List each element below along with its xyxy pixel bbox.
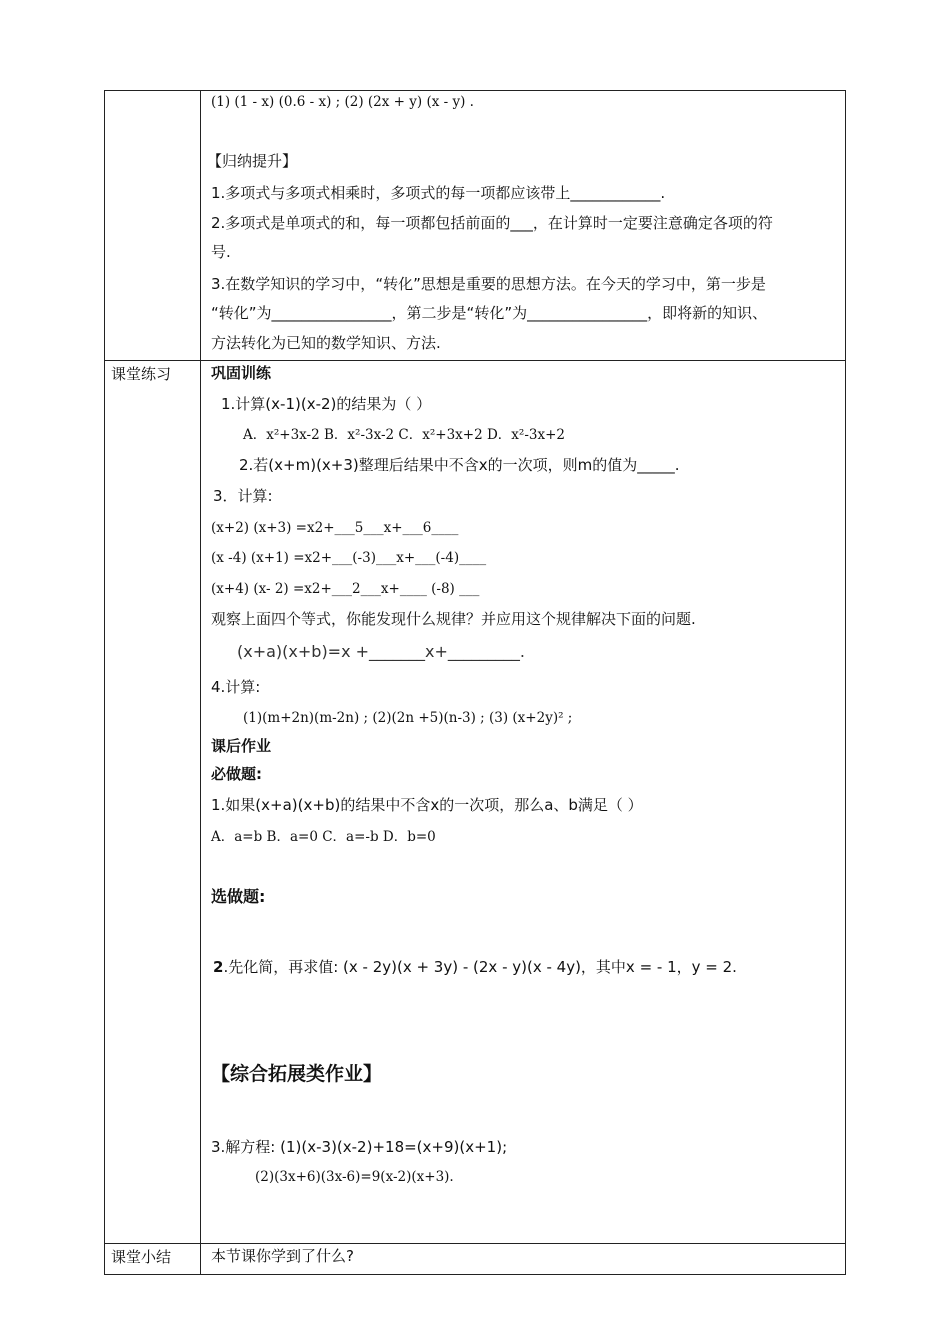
observe-text: 观察上面四个等式，你能发现什么规律？并应用这个规律解决下面的问题. [211,610,696,628]
rule-formula: (x+a)(x+b)=x +_______x+_________. [237,642,526,661]
homework-2 [213,957,737,977]
extension-title: 【综合拓展类作业】 [211,1063,383,1085]
question-1-options: A．x²+3x-2 B．x²-3x-2 C．x²+3x+2 D．x²-3x+2 [243,427,565,443]
question-1: 1.计算(x-1)(x-2)的结果为（ ） [221,395,432,413]
homework-2-number: 2 [213,958,224,976]
question-3-title: 3．计算: [213,487,273,505]
summary-content: 本节课你学到了什么? [211,1247,354,1265]
question-4-items: (1)(m+2n)(m-2n) ; (2)(2n +5)(n-3) ; (3) (x+2y)² ; [243,710,573,726]
row-divider [105,1243,845,1244]
homework-1-options: A．a=b B．a=0 C．a=-b D．b=0 [211,829,436,845]
question-2: 2.若(x+m)(x+3)整理后结果中不含x的一次项，则m的值为_____. [239,456,680,474]
induce-point-3-cont: “转化”为________________，第二步是“转化”为________________，即将新的知识、 [211,304,768,322]
induce-point-3: 3.在数学知识的学习中，“转化”思想是重要的思想方法。在今天的学习中，第一步是 [211,275,766,293]
row-divider [105,360,845,361]
question-3-line: (x+4) (x- 2) =x2+___2___x+____ (-8) ___ [211,581,480,597]
question-3-line: (x+2) (x+3) =x2+___5___x+___6____ [211,520,459,536]
homework-title: 课后作业 [211,737,272,755]
row-label-practice: 课堂练习 [111,365,172,383]
homework-2-text: .先化简，再求值: (x - 2y)(x + 3y) - (2x - y)(x - 4y)，其中x = - 1，y = 2. [223,958,737,976]
homework-3-part-2: (2)(3x+6)(3x-6)=9(x-2)(x+3). [255,1169,454,1185]
homework-1: 1.如果(x+a)(x+b)的结果中不含x的一次项，那么a、b满足（ ） [211,796,643,814]
induce-point-2: 2.多项式是单项式的和，每一项都包括前面的___，在计算时一定要注意确定各项的符 [211,214,773,232]
question-4-title: 4.计算: [211,678,261,696]
induce-point-1: 1.多项式与多项式相乘时，多项式的每一项都应该带上____________. [211,184,666,202]
question-3-line: (x -4) (x+1) =x2+___(-3)___x+___(-4)____ [211,550,487,566]
induce-point-3-end: 方法转化为已知的数学知识、方法. [211,334,441,352]
consolidate-title: 巩固训练 [211,364,272,382]
column-divider [200,91,201,1274]
row-label-summary: 课堂小结 [111,1248,172,1266]
exercise-line: (1) (1 - x) (0.6 - x) ; (2) (2x + y) (x - y) . [211,94,474,110]
lesson-table [104,90,846,1275]
induce-title: 【归纳提升】 [207,152,298,170]
optional-title: 选做题: [211,887,266,906]
induce-point-2-cont: 号. [211,243,231,261]
homework-3: 3.解方程: (1)(x-3)(x-2)+18=(x+9)(x+1); [211,1138,508,1156]
required-title: 必做题: [211,765,262,783]
